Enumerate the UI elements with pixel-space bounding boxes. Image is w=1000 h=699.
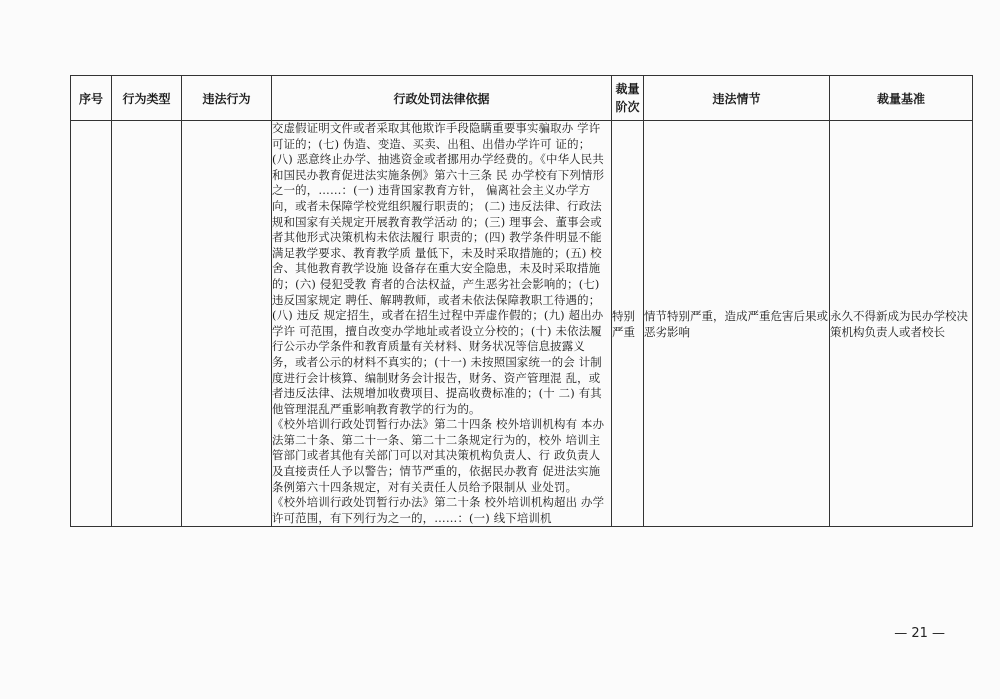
header-standard: 裁量基准 [830, 76, 973, 121]
cell-standard: 永久不得新成为民办学校决策机构负责人或者校长 [830, 121, 973, 527]
penalty-table [70, 75, 973, 527]
law-paragraph: 交虚假证明文件或者采取其他欺诈手段隐瞒重要事实骗取办 学许可证的；(七) 伪造、变造、买卖、出租、出借办学许可 证的；(八) 恶意终止办学、抽逃资金或者挪用办学经费的。《中华人民共和国民办教育促进法实施条例》第六十三条 民 办学校有下列情形之一的，……：(一) 违背国家教育方针， 偏离社会主义办学方向，或者未保障学校党组织履行职责的； (二) 违反法律、行政法规和国家有关规定开展教育教学活动 的；(三) 理事会、董事会或者其他形式决策机构未依法履行 职责的；(四) 教学条件明显不能满足教学要求、教育教学质 量低下，未及时采取措施的；(五) 校舍、其他教育教学设施 设备存在重大安全隐患，未及时采取措施的；(六) 侵犯受教 育者的合法权益，产生恶劣社会影响的；(七) 违反国家规定 聘任、解聘教师，或者未依法保障教职工待遇的；(八) 违反 规定招生，或者在招生过程中弄虚作假的；(九) 超出办学许 可范围，擅自改变办学地址或者设立分校的；(十) 未依法履 行公示办学条件和教育质量有关材料、财务状况等信息披露义 务，或者公示的材料不真实的；(十一) 未按照国家统一的会 计制度进行会计核算、编制财务会计报告，财务、资产管理混 乱，或者违反法律、法规增加收费项目、提高收费标准的；(十 二) 有其他管理混乱严重影响教育教学的行为的。 [272, 121, 605, 416]
header-act: 违法行为 [182, 76, 272, 121]
header-no: 序号 [71, 76, 112, 121]
cell-no [71, 121, 112, 527]
header-law: 行政处罚法律依据 [272, 76, 612, 121]
cell-law [272, 121, 612, 527]
page-number: — 21 — [894, 626, 945, 641]
table-row [71, 121, 973, 527]
cell-circumstance: 情节特别严重，造成严重危害后果或恶劣影响 [644, 121, 830, 527]
law-paragraph: 《校外培训行政处罚暂行办法》第二十四条 校外培训机构有 本办法第二十条、第二十一条、第二十二条规定行为的，校外 培训主管部门或者其他有关部门可以对其决策机构负责人、行 政负责人及直接责任人予以警告；情节严重的，依据民办教育 促进法实施条例第六十四条规定，对有关责任人员给予限制从 业处罚。 [272, 417, 605, 494]
header-level [612, 76, 644, 121]
cell-level: 特别严重 [612, 121, 644, 527]
header-level-line1: 裁量 [615, 82, 640, 96]
law-paragraph: 《校外培训行政处罚暂行办法》第二十条 校外培训机构超出 办学许可范围，有下列行为之一的，……：(一) 线下培训机 [272, 495, 605, 525]
header-level-line2: 阶次 [615, 100, 640, 114]
header-type: 行为类型 [112, 76, 182, 121]
cell-type [112, 121, 182, 527]
header-circumstance: 违法情节 [644, 76, 830, 121]
cell-act [182, 121, 272, 527]
table-header-row [71, 76, 973, 121]
